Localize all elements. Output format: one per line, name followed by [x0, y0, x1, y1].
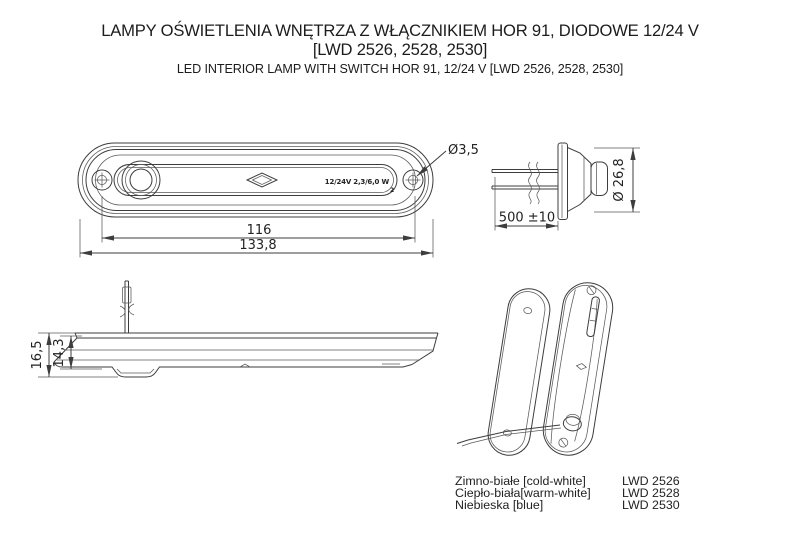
- variant-table: [455, 476, 680, 511]
- variant-name: Zimno-białe [cold-white]: [455, 474, 586, 488]
- dim-label-16-5: 16,5: [30, 340, 45, 370]
- dimension-screw-spacing: [102, 196, 415, 243]
- wire-break-mark: [129, 304, 134, 315]
- supply-wire-top: [120, 281, 134, 333]
- housing-cone: [568, 148, 592, 212]
- isometric-view: [457, 279, 616, 459]
- variant-name: Niebieska [blue]: [455, 497, 544, 512]
- dimension-total-height: [30, 333, 118, 377]
- wire-break-mark: [537, 162, 540, 204]
- wire-end-view: [492, 143, 640, 231]
- lens-end: [591, 162, 608, 196]
- dim-label-14-3: 14,3: [52, 338, 67, 368]
- dimension-wire-length: [495, 177, 558, 231]
- iso-lens-slot: [586, 296, 600, 337]
- side-profile-view: [30, 281, 438, 377]
- brand-logo-diamond-icon: [247, 173, 277, 187]
- dim-label-116: 116: [246, 223, 272, 238]
- wire-break-mark: [529, 162, 532, 204]
- dim-label-500: 500 ±10: [498, 210, 556, 226]
- title-english: LED INTERIOR LAMP WITH SWITCH HOR 91, 12/24 V [LWD 2526, 2528, 2530]: [176, 62, 624, 76]
- dim-label-hole-diameter: Ø3,5: [448, 143, 479, 158]
- dim-label-26-8: Ø 26,8: [612, 158, 627, 202]
- lamp-marking: 12/24V 2,3/6,0 W: [324, 178, 389, 186]
- dimension-body-diameter: [594, 148, 640, 212]
- switch-knob: [122, 161, 160, 199]
- dim-label-133-8: 133,8: [239, 238, 277, 253]
- variant-code: LWD 2526: [622, 474, 680, 488]
- wire-break-mark: [120, 306, 125, 317]
- profile-right-edge: [412, 338, 437, 365]
- screw-hole-left: [92, 170, 112, 190]
- iso-lamp-body: [540, 279, 617, 459]
- variant-code: LWD 2528: [622, 485, 680, 500]
- title-polish: LAMPY OŚWIETLENIA WNĘTRZA Z WŁĄCZNIKIEM HOR 91, DIODOWE 12/24 V: [101, 21, 699, 40]
- variant-row: [455, 497, 680, 512]
- variant-name: Ciepło-biała[warm-white]: [455, 485, 591, 500]
- base-plate-edge: [558, 143, 568, 220]
- dimension-body-height: [52, 336, 102, 369]
- profile-bottom-with-switch-bump: [62, 365, 412, 378]
- supply-wires: [492, 162, 558, 204]
- lamp-marking-mold-number: 2: [390, 187, 395, 194]
- iso-logo-diamond-icon: [576, 363, 587, 370]
- variant-code: LWD 2530: [622, 497, 680, 512]
- iso-gasket: [485, 286, 553, 459]
- front-view: [78, 143, 479, 258]
- title-product-codes: [LWD 2526, 2528, 2530]: [312, 39, 488, 59]
